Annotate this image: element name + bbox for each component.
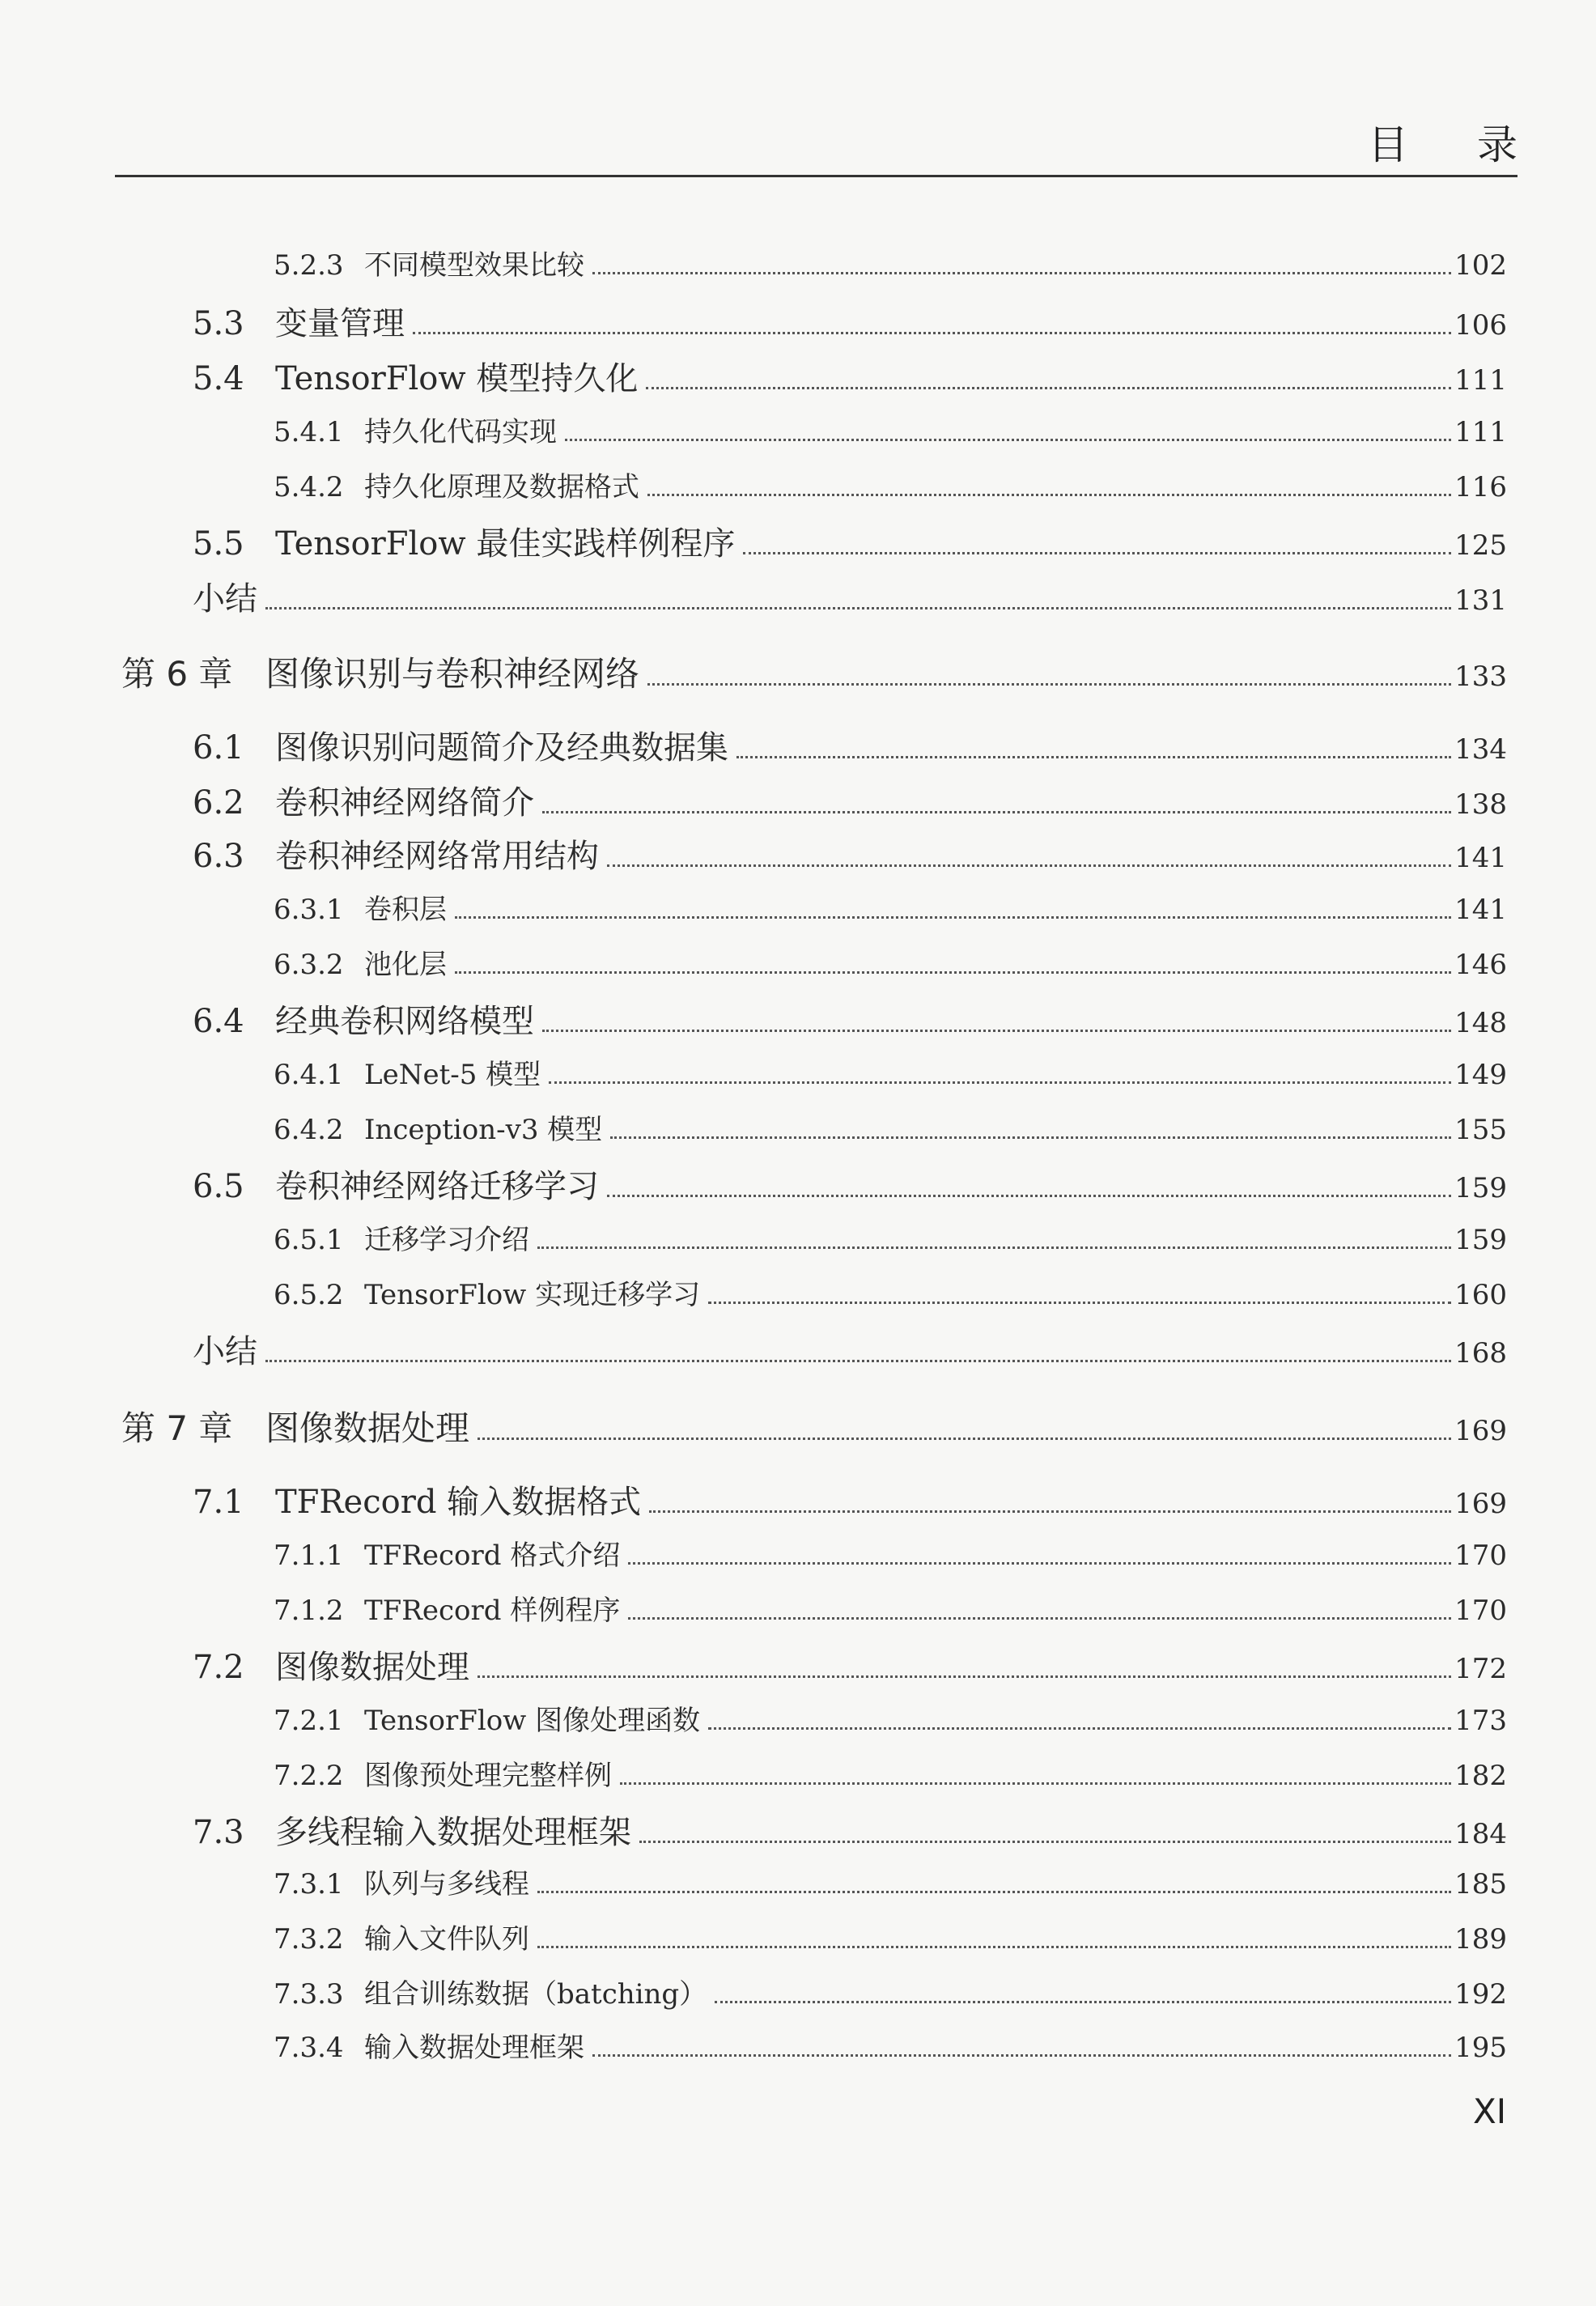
toc-entry-title: 卷积神经网络迁移学习 (275, 1168, 599, 1205)
toc-entry-page: 111 (1454, 364, 1507, 397)
toc-entry-number: 5.5 (193, 525, 244, 563)
toc-entry-page: 170 (1454, 1539, 1507, 1572)
header-rule (115, 175, 1517, 177)
dot-leader (610, 1136, 1451, 1139)
toc-entry-number: 6.4 (193, 1003, 244, 1040)
toc-entry-section (193, 777, 1507, 826)
toc-entry-page: 195 (1454, 2032, 1507, 2064)
toc-entry-page: 170 (1454, 1595, 1507, 1627)
toc-entry-chapter (121, 1402, 1507, 1450)
toc-entry-section (193, 1641, 1507, 1690)
toc-entry-sub (274, 410, 1507, 458)
toc-entry-number: 7.2.2 (274, 1760, 344, 1792)
dot-leader (537, 1890, 1451, 1893)
toc-entry-title: LeNet-5 模型 (364, 1059, 541, 1091)
dot-leader (607, 864, 1451, 867)
toc-entry-page: 160 (1454, 1279, 1507, 1311)
toc-entry-sub (274, 1862, 1507, 1910)
toc-entry-page: 146 (1454, 949, 1507, 981)
toc-entry-number: 6.3.2 (274, 949, 344, 981)
toc-entry-page: 134 (1454, 733, 1507, 766)
toc-entry-sub (274, 243, 1507, 291)
toc-entry-sub (274, 1698, 1507, 1747)
toc-entry-sub (274, 2025, 1507, 2074)
toc-entry-section (193, 1807, 1507, 1855)
toc-entry-number: 6.3 (193, 838, 244, 875)
toc-entry-section (193, 996, 1507, 1044)
toc-entry-title: 多线程输入数据处理框架 (275, 1814, 631, 1851)
dot-leader (647, 682, 1451, 686)
toc-entry-page: 149 (1454, 1059, 1507, 1091)
dot-leader (455, 915, 1451, 919)
toc-entry-title: 图像识别问题简介及经典数据集 (275, 729, 728, 767)
toc-entry-title: TensorFlow 最佳实践样例程序 (275, 525, 736, 563)
toc-entry-number: 7.1.1 (274, 1539, 344, 1572)
toc-entry-page: 159 (1454, 1224, 1507, 1256)
dot-leader (647, 493, 1451, 496)
toc-entry-number: 6.4.2 (274, 1114, 344, 1146)
dot-leader (708, 1726, 1451, 1730)
toc-entry-sub (274, 1588, 1507, 1637)
dot-leader (265, 1359, 1451, 1362)
toc-entry-title: 经典卷积网络模型 (275, 1003, 534, 1040)
toc-entry-title: TensorFlow 实现迁移学习 (364, 1279, 701, 1311)
toc-entry-page: 172 (1454, 1653, 1507, 1685)
dot-leader (708, 1301, 1451, 1304)
toc-entry-title: 池化层 (364, 949, 447, 981)
toc-entry-number: 7.2.1 (274, 1705, 344, 1737)
toc-entry-number: 6.5.2 (274, 1279, 344, 1311)
dot-leader (592, 2053, 1451, 2057)
dot-leader (592, 271, 1451, 274)
toc-entry-number: 7.3.1 (274, 1868, 344, 1900)
toc-entry-title: 持久化原理及数据格式 (364, 471, 639, 503)
toc-entry-number: 7.3 (193, 1814, 244, 1851)
toc-entry-number: 7.2 (193, 1649, 244, 1686)
dot-leader (607, 1194, 1451, 1197)
toc-entry-page: 133 (1454, 660, 1507, 693)
dot-leader (620, 1782, 1451, 1785)
page-folio: XI (1473, 2092, 1507, 2131)
toc-entry-number: 第 6 章 (121, 654, 233, 694)
toc-entry-chapter (121, 648, 1507, 696)
toc-entry-page: 182 (1454, 1760, 1507, 1792)
toc-entry-sub (274, 1217, 1507, 1266)
toc-entry-page: 125 (1454, 529, 1507, 562)
dot-leader (455, 970, 1451, 974)
toc-entry-title: 图像识别与卷积神经网络 (265, 654, 640, 694)
toc-entry-page: 131 (1454, 584, 1507, 617)
toc-entry-sub (274, 1753, 1507, 1802)
toc-entry-section (193, 518, 1507, 567)
toc-entry-page: 141 (1454, 842, 1507, 874)
toc-entry-title: 卷积神经网络简介 (275, 784, 534, 822)
toc-entry-sub (274, 1533, 1507, 1582)
toc-entry-page: 116 (1454, 471, 1507, 503)
dot-leader (628, 1616, 1451, 1620)
toc-entry-number: 6.4.1 (274, 1059, 344, 1091)
toc-entry-title: 图像数据处理 (265, 1408, 470, 1448)
toc-entry-page: 169 (1454, 1415, 1507, 1447)
toc-entry-title: TFRecord 样例程序 (364, 1595, 621, 1627)
toc-entry-number: 7.1.2 (274, 1595, 344, 1627)
toc-entry-title: 小结 (193, 580, 257, 618)
toc-entry-number: 6.5.1 (274, 1224, 344, 1256)
toc-entry-title: 卷积层 (364, 894, 447, 926)
toc-entry-sub (274, 1052, 1507, 1101)
dot-leader (549, 1081, 1451, 1084)
toc-entry-number: 6.3.1 (274, 894, 344, 926)
toc-entry-section (193, 1161, 1507, 1209)
toc-entry-number: 6.5 (193, 1168, 244, 1205)
toc-entry-summary (193, 1326, 1507, 1374)
toc-entry-page: 184 (1454, 1818, 1507, 1850)
page-header-title (1368, 113, 1517, 170)
toc-entry-section (193, 722, 1507, 771)
toc-entry-page: 189 (1454, 1923, 1507, 1956)
toc-entry-sub (274, 887, 1507, 936)
toc-entry-page: 168 (1454, 1337, 1507, 1370)
toc-entry-title: 小结 (193, 1333, 257, 1370)
toc-entry-title: 卷积神经网络常用结构 (275, 838, 599, 875)
dot-leader (537, 1945, 1451, 1948)
toc-entry-sub (274, 1272, 1507, 1321)
dot-leader (537, 1246, 1451, 1249)
header-title-left: 目 (1368, 121, 1408, 168)
toc-entry-page: 169 (1454, 1488, 1507, 1520)
toc-entry-title: 迁移学习介绍 (364, 1224, 529, 1256)
toc-entry-title: TensorFlow 图像处理函数 (364, 1705, 701, 1737)
dot-leader (413, 331, 1451, 334)
toc-entry-title: 队列与多线程 (364, 1868, 529, 1900)
toc-entry-page: 102 (1454, 249, 1507, 282)
dot-leader (649, 1510, 1451, 1513)
toc-entry-page: 111 (1454, 416, 1507, 448)
toc-entry-page: 148 (1454, 1007, 1507, 1039)
dot-leader (565, 438, 1451, 441)
dot-leader (628, 1561, 1451, 1565)
toc-entry-section (193, 830, 1507, 879)
toc-entry-section (193, 1476, 1507, 1525)
toc-entry-page: 141 (1454, 894, 1507, 926)
toc-entry-title: TFRecord 格式介绍 (364, 1539, 621, 1572)
toc-entry-title: TensorFlow 模型持久化 (275, 360, 639, 397)
toc-entry-number: 5.4.1 (274, 416, 344, 448)
toc-entry-title: 组合训练数据（batching） (364, 1978, 707, 2011)
dot-leader (542, 1029, 1451, 1032)
toc-entry-title: 持久化代码实现 (364, 416, 557, 448)
dot-leader (646, 386, 1451, 389)
toc-entry-number: 6.1 (193, 729, 244, 767)
toc-entry-number: 7.3.3 (274, 1978, 344, 2011)
toc-entry-title: TFRecord 输入数据格式 (275, 1484, 642, 1521)
toc-entry-summary (193, 573, 1507, 622)
toc-entry-sub (274, 465, 1507, 513)
header-title-right: 录 (1477, 121, 1517, 168)
toc-entry-title: 变量管理 (275, 305, 405, 342)
toc-entry-page: 106 (1454, 309, 1507, 342)
dot-leader (639, 1840, 1451, 1843)
toc-entry-page: 159 (1454, 1172, 1507, 1204)
toc-entry-number: 5.3 (193, 305, 244, 342)
toc-entry-sub (274, 1972, 1507, 2020)
toc-entry-sub (274, 1107, 1507, 1156)
toc-entry-page: 173 (1454, 1705, 1507, 1737)
toc-entry-number: 7.1 (193, 1484, 244, 1521)
toc-entry-number: 7.3.2 (274, 1923, 344, 1956)
toc-entry-title: 输入数据处理框架 (364, 2032, 584, 2064)
dot-leader (736, 755, 1451, 758)
toc-entry-title: 图像预处理完整样例 (364, 1760, 612, 1792)
dot-leader (743, 551, 1451, 554)
toc-entry-number: 第 7 章 (121, 1408, 233, 1448)
toc-entry-number: 6.2 (193, 784, 244, 822)
dot-leader (478, 1675, 1451, 1678)
dot-leader (715, 2000, 1451, 2003)
toc-entry-number: 7.3.4 (274, 2032, 344, 2064)
toc-entry-page: 185 (1454, 1868, 1507, 1900)
toc-entry-page: 192 (1454, 1978, 1507, 2011)
toc-entry-page: 155 (1454, 1114, 1507, 1146)
toc-entry-number: 5.4 (193, 360, 244, 397)
toc-entry-title: 不同模型效果比较 (364, 249, 584, 282)
toc-entry-sub (274, 942, 1507, 991)
dot-leader (265, 606, 1451, 609)
toc-entry-number: 5.2.3 (274, 249, 344, 282)
toc-entry-title: Inception-v3 模型 (364, 1114, 603, 1146)
toc-entry-title: 图像数据处理 (275, 1649, 469, 1686)
toc-entry-page: 138 (1454, 788, 1507, 821)
dot-leader (478, 1437, 1451, 1440)
toc-entry-sub (274, 1917, 1507, 1965)
toc-entry-title: 输入文件队列 (364, 1923, 529, 1956)
toc-entry-section (193, 353, 1507, 401)
toc-entry-section (193, 298, 1507, 346)
toc-entry-number: 5.4.2 (274, 471, 344, 503)
dot-leader (542, 810, 1451, 813)
